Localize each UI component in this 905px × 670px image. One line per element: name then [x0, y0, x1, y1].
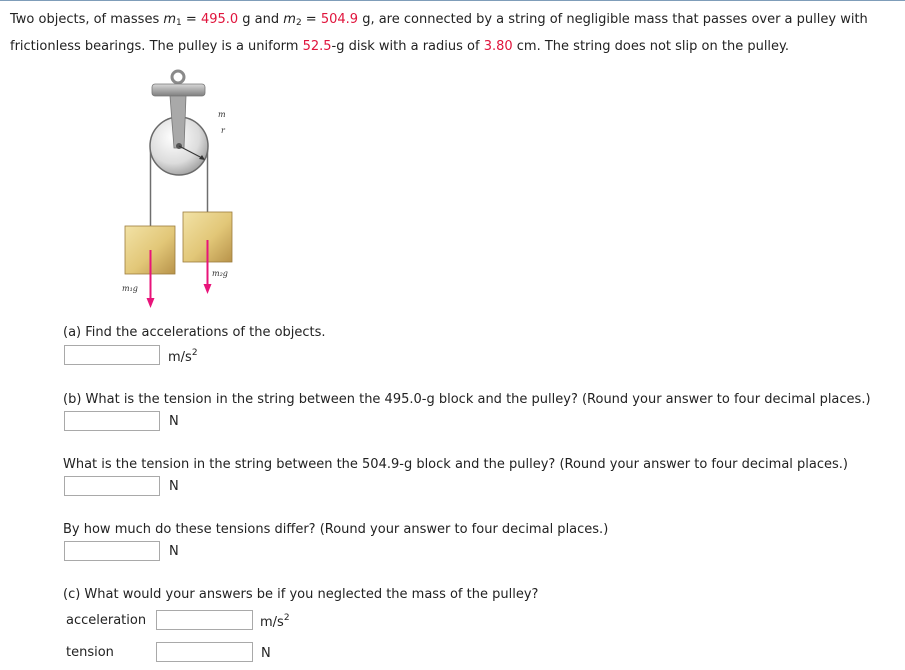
equals-sign: =: [301, 12, 321, 27]
answer-c-acceleration-input[interactable]: [156, 610, 253, 630]
question-b-tension-difference: By how much do these tensions differ? (Round your answer to four decimal places.): [63, 522, 609, 537]
answer-c-tension-input[interactable]: [156, 642, 253, 662]
unit-b-tension-2: N: [169, 479, 179, 494]
pulley-diagram: [110, 62, 260, 312]
problem-text: Two objects, of masses: [10, 12, 164, 27]
unit-c-acceleration-text: m/s: [260, 615, 284, 630]
equals-sign: =: [181, 12, 201, 27]
radius-value: 3.80: [483, 39, 513, 54]
weight-arrowhead-m1-icon: [147, 298, 155, 308]
problem-text: g and: [238, 12, 284, 27]
unit-c-acceleration: [260, 613, 290, 630]
problem-text: g, are connected by a string of negligible mass that passes over a pulley with frictionless bearings. The pulley is a uniform: [10, 12, 868, 54]
problem-statement: [10, 8, 900, 58]
unit-a: [168, 348, 198, 365]
top-divider: [0, 0, 905, 1]
label-tension: tension: [66, 645, 114, 660]
m1-subscript: 1: [176, 18, 182, 28]
label-m2g: m₂g: [212, 269, 228, 278]
problem-text: cm. The string does not slip on the pulley.: [512, 39, 790, 54]
label-m: m: [218, 110, 226, 119]
m2-subscript: 2: [295, 18, 302, 28]
unit-b-tension-1: N: [169, 414, 179, 429]
question-b-tension-2: What is the tension in the string between the 504.9-g block and the pulley? (Round your answer to four decimal places.): [63, 457, 848, 472]
question-b-tension-1: (b) What is the tension in the string between the 495.0-g block and the pulley? (Round your answer to four decimal places.): [63, 392, 871, 407]
pulley-mass-value: 52.5: [302, 39, 332, 54]
problem-text: -g disk with a radius of: [331, 39, 484, 54]
answer-b-tension-1-input[interactable]: [64, 411, 160, 431]
unit-a-superscript: 2: [191, 348, 198, 358]
label-m1g: m₁g: [122, 284, 138, 293]
question-c: (c) What would your answers be if you neglected the mass of the pulley?: [63, 587, 539, 602]
unit-a-text: m/s: [168, 350, 192, 365]
label-acceleration: acceleration: [66, 613, 147, 628]
answer-a-acceleration-input[interactable]: [64, 345, 160, 365]
answer-b-tension-2-input[interactable]: [64, 476, 160, 496]
m1-symbol: m: [163, 12, 177, 27]
support-bar: [152, 84, 205, 96]
question-a: (a) Find the accelerations of the objects.: [63, 325, 326, 340]
weight-arrowhead-m2-icon: [204, 284, 212, 294]
m1-value: 495.0: [200, 12, 239, 27]
unit-c-tension: N: [261, 646, 271, 661]
m2-symbol: m: [283, 12, 296, 27]
m2-value: 504.9: [320, 12, 359, 27]
unit-b-tension-difference: N: [169, 544, 179, 559]
unit-c-acceleration-superscript: 2: [283, 613, 290, 623]
hook: [172, 71, 184, 83]
answer-b-tension-difference-input[interactable]: [64, 541, 160, 561]
label-r: r: [221, 126, 225, 135]
